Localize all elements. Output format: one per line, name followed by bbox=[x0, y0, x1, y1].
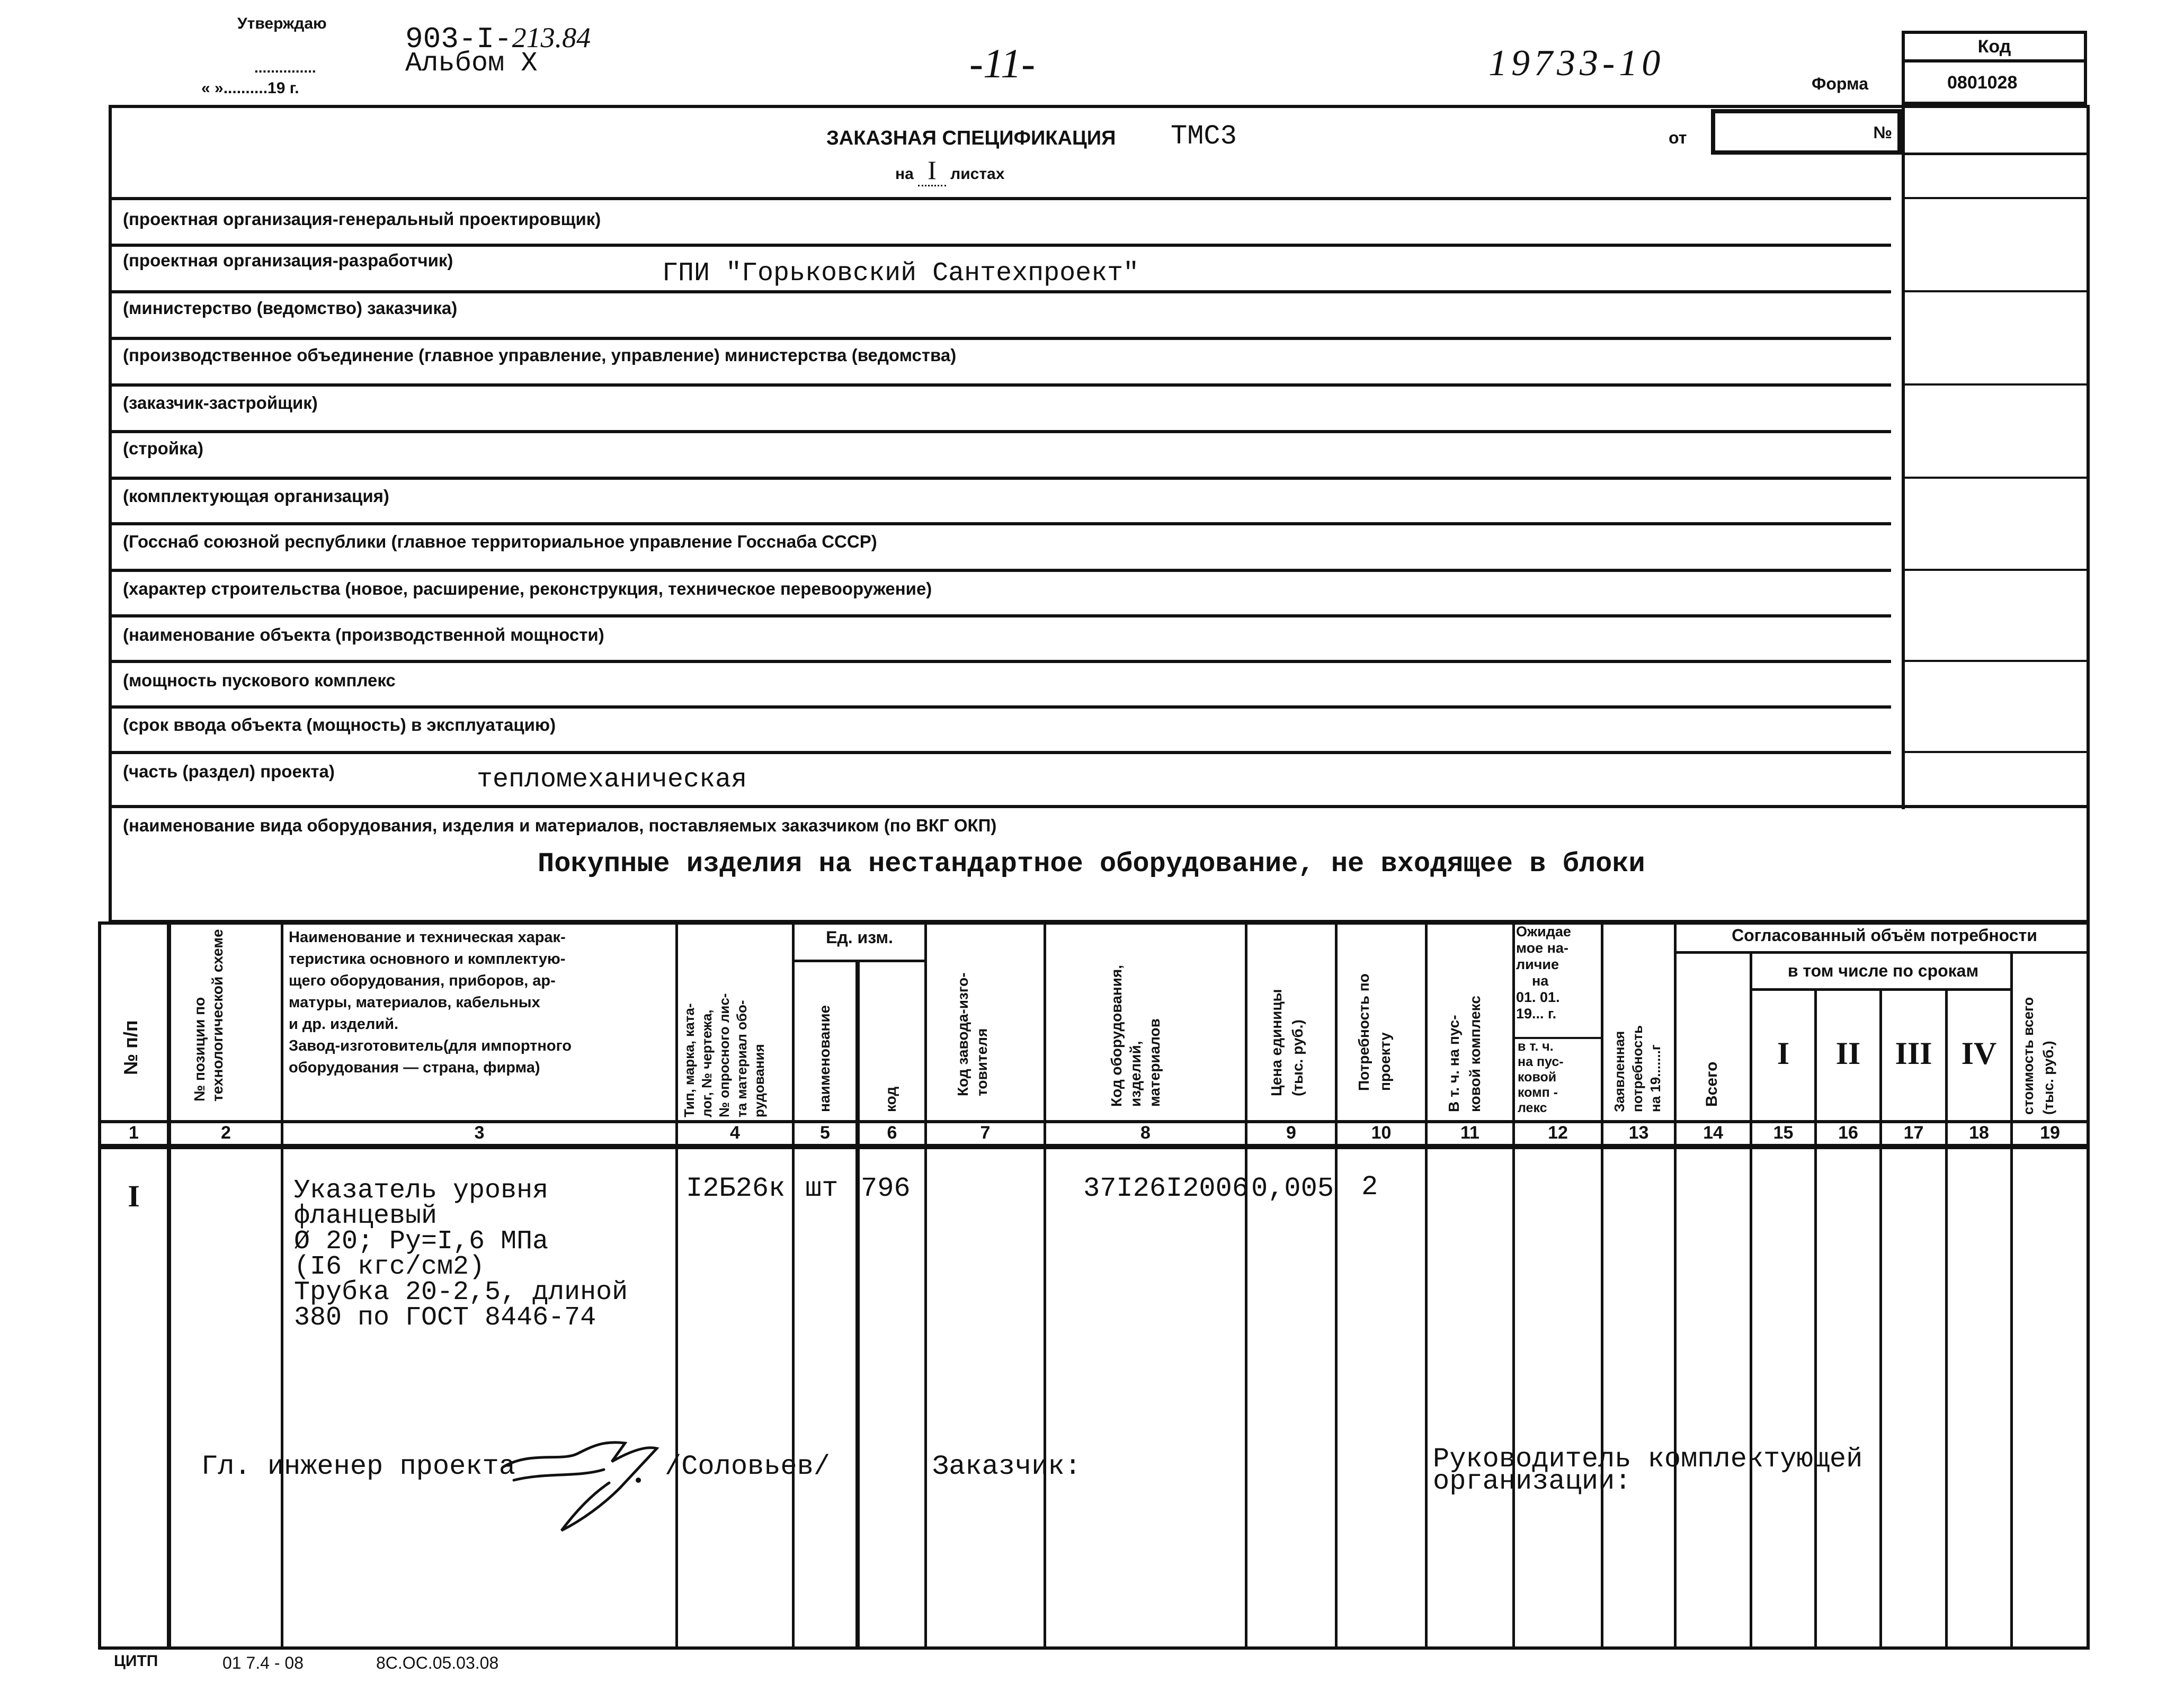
code-row-line bbox=[1902, 153, 2090, 155]
head-label-line2: организации: bbox=[1433, 1466, 1632, 1497]
album-label: Альбом X bbox=[405, 48, 538, 79]
field-label-capacity: (мощность пускового комплекс bbox=[123, 670, 396, 690]
col-number: 2 bbox=[221, 1123, 231, 1143]
field-value-developer: ГПИ "Горьковский Сантехпроект" bbox=[662, 258, 1139, 289]
field-label-construction: (стройка) bbox=[123, 438, 203, 458]
col-number: 16 bbox=[1838, 1123, 1858, 1143]
col-number: 10 bbox=[1371, 1123, 1392, 1143]
field-label-customer-developer: (заказчик-застройщик) bbox=[123, 393, 318, 413]
col-divider bbox=[675, 921, 678, 1650]
header-type-line: лог, № чертежа, bbox=[699, 1009, 715, 1117]
form-label: Форма bbox=[1812, 74, 1869, 93]
sheets-line bbox=[895, 155, 1004, 185]
header-price-line: (тыс. руб.) bbox=[1289, 1019, 1306, 1096]
row-line bbox=[111, 522, 1891, 525]
col-divider bbox=[281, 921, 283, 1650]
col-divider bbox=[1044, 921, 1046, 1650]
sheets-suffix: листах bbox=[950, 165, 1005, 183]
header-expected-line: Ожидае bbox=[1516, 924, 1571, 939]
col-divider bbox=[1879, 990, 1882, 1650]
agreed-header-line bbox=[1674, 951, 2090, 954]
code-cell-line bbox=[1902, 383, 2090, 386]
header-unit-code: код bbox=[882, 1086, 899, 1112]
row-line bbox=[111, 244, 1891, 247]
row-equipment-code: 37I26I2006 bbox=[1083, 1173, 1249, 1204]
col-number: 5 bbox=[820, 1123, 830, 1143]
field-value-project-part: тепломеханическая bbox=[477, 765, 747, 795]
col-divider bbox=[855, 961, 860, 1650]
col-divider bbox=[1945, 990, 1948, 1650]
spec-title: ЗАКАЗНАЯ СПЕЦИФИКАЦИЯ bbox=[826, 127, 1116, 149]
approve-dots: ............... bbox=[254, 59, 316, 76]
header-expected-launch-line: ковой bbox=[1518, 1070, 1557, 1085]
col-divider bbox=[1674, 921, 1677, 1650]
sheets-value: I bbox=[918, 155, 946, 186]
header-type-line: рудования bbox=[751, 1044, 767, 1117]
row-line bbox=[111, 569, 1891, 572]
header-agreed: Согласованный объём потребности bbox=[1732, 926, 2037, 945]
col-number: 3 bbox=[474, 1123, 485, 1143]
page-number-handwritten: -11- bbox=[969, 40, 1036, 86]
project-code-print: 903-I- bbox=[405, 22, 512, 56]
equipment-kind-label: (наименование вида оборудования, изделия и материалов, поставляемых заказчиком (по ВКГ ОКП) bbox=[123, 816, 997, 835]
header-expected-launch-line: комп - bbox=[1518, 1085, 1558, 1100]
row-line bbox=[111, 477, 1891, 480]
chief-engineer-label: Гл. инженер проекта bbox=[201, 1451, 515, 1482]
header-declared-line: Заявленная bbox=[1611, 1031, 1627, 1112]
header-need bbox=[1353, 973, 1396, 1091]
code-cell-line bbox=[1902, 660, 2090, 662]
col-divider bbox=[1601, 921, 1603, 1650]
col-number: 12 bbox=[1548, 1123, 1568, 1143]
row-name bbox=[294, 1178, 628, 1331]
header-name-line: Завод-изготовитель(для импортного bbox=[289, 1037, 572, 1054]
header-expected-launch-line: в т. ч. bbox=[1518, 1039, 1554, 1054]
col-number: 9 bbox=[1286, 1123, 1296, 1143]
col-number: 19 bbox=[2040, 1123, 2060, 1143]
header-launch-line: В т. ч. на пус- bbox=[1446, 1015, 1462, 1112]
col-divider bbox=[1814, 990, 1817, 1650]
approve-date: « »..........19 г. bbox=[201, 79, 299, 97]
number-label: № bbox=[1873, 123, 1892, 142]
chief-engineer-name: /Соловьев/ bbox=[665, 1451, 831, 1482]
col-number: 11 bbox=[1460, 1123, 1479, 1143]
header-equipment-line: материалов bbox=[1146, 1018, 1163, 1107]
field-label-object-name: (наименование объекта (производственной мощности) bbox=[123, 625, 604, 644]
row-line bbox=[111, 660, 1891, 663]
code-label: Код bbox=[1977, 37, 2011, 57]
header-expected-line: 19... г. bbox=[1516, 1006, 1557, 1022]
header-price bbox=[1266, 989, 1308, 1096]
header-by-terms: в том числе по срокам bbox=[1787, 961, 1979, 980]
header-position: № позиции по технологической схеме bbox=[191, 929, 226, 1102]
col-divider bbox=[167, 921, 171, 1650]
col-number: 13 bbox=[1628, 1123, 1649, 1143]
field-label-production-union: (производственное объединение (главное управление, управление) министерства (ведомства) bbox=[123, 345, 957, 365]
spec-code: ТМС3 bbox=[1171, 121, 1237, 152]
signature-scribble-icon bbox=[498, 1430, 683, 1536]
footer-code1: 01 7.4 - 08 bbox=[222, 1653, 304, 1672]
header-launch-complex bbox=[1443, 996, 1486, 1112]
header-type-line: та материал обо- bbox=[734, 1000, 750, 1117]
row-line bbox=[111, 290, 1891, 293]
row-line bbox=[111, 751, 1891, 754]
header-cost-line: стоимость всего bbox=[2020, 997, 2036, 1115]
row-type: I2Б26к bbox=[686, 1173, 786, 1204]
row-line bbox=[111, 705, 1891, 709]
header-cost-line: (тыс. руб.) bbox=[2040, 1041, 2056, 1115]
header-type-line: Тип, марка, ката- bbox=[681, 1003, 697, 1117]
row-line bbox=[111, 430, 1891, 433]
row-name-line: Указатель уровня bbox=[294, 1176, 549, 1206]
unit-header-line bbox=[792, 960, 927, 962]
col-number: 1 bbox=[129, 1123, 139, 1143]
field-label-construction-type: (характер строительства (новое, расширение, реконструкция, техническое перевооружение) bbox=[123, 579, 932, 598]
header-equipment-line: изделий, bbox=[1127, 1041, 1144, 1107]
col-divider bbox=[792, 921, 795, 1650]
row-line bbox=[111, 337, 1891, 340]
header-need-line: Потребность по bbox=[1356, 973, 1372, 1091]
field-label-general-designer: (проектная организация-генеральный проектировщик) bbox=[123, 209, 601, 229]
header-declared bbox=[1610, 1025, 1664, 1112]
header-price-line: Цена единицы bbox=[1268, 989, 1285, 1096]
equipment-kind-value: Покупные изделия на нестандартное оборудование, не входящее в блоки bbox=[538, 848, 1645, 880]
header-cost bbox=[2018, 997, 2058, 1115]
header-term-3: III bbox=[1895, 1036, 1932, 1071]
header-equipment-code bbox=[1107, 965, 1164, 1107]
code-cell-line bbox=[1902, 197, 2090, 199]
header-expected-launch-line: лекс bbox=[1518, 1100, 1547, 1115]
number-box bbox=[1711, 109, 1902, 155]
header-type-line: № опросного лис- bbox=[716, 993, 732, 1117]
header-name-line: Наименование и техническая харак- bbox=[289, 929, 566, 946]
header-equipment-line: Код оборудования, bbox=[1108, 964, 1125, 1107]
header-term-2: II bbox=[1835, 1036, 1861, 1071]
footer-org: ЦИТП bbox=[114, 1652, 158, 1670]
col-number: 4 bbox=[730, 1123, 740, 1143]
col-divider bbox=[1425, 921, 1428, 1650]
code-cell-line bbox=[1902, 290, 2090, 292]
header-factory-line: товителя bbox=[974, 1028, 990, 1096]
header-launch-line: ковой комплекс bbox=[1467, 996, 1483, 1112]
row-unit-name: шт bbox=[805, 1173, 839, 1204]
header-term-1: I bbox=[1777, 1036, 1790, 1071]
col-number: 15 bbox=[1773, 1123, 1794, 1143]
field-label-developer: (проектная организация-разработчик) bbox=[123, 250, 453, 270]
header-num: № п/п bbox=[120, 1020, 141, 1075]
header-declared-line: потребность bbox=[1629, 1025, 1645, 1112]
row-unit-code: 796 bbox=[861, 1173, 911, 1204]
project-code-handwritten: 213.84 bbox=[512, 22, 591, 53]
header-expected-line: 01. 01. bbox=[1516, 989, 1560, 1005]
field-label-commissioning: (срок ввода объекта (мощность) в эксплуатацию) bbox=[123, 715, 556, 735]
field-label-completing-org: (комплектующая организация) bbox=[123, 486, 389, 506]
colnum-bottom-line bbox=[98, 1144, 2090, 1149]
col-divider bbox=[924, 921, 927, 1650]
col-number: 14 bbox=[1703, 1123, 1723, 1143]
terms-header-line bbox=[1750, 988, 2012, 991]
header-name-line: и др. изделий. bbox=[289, 1016, 399, 1033]
col-number: 8 bbox=[1140, 1123, 1151, 1143]
col-divider bbox=[1512, 921, 1515, 1650]
header-name-block bbox=[289, 927, 572, 1079]
col-number: 17 bbox=[1903, 1123, 1924, 1143]
code-cell-line bbox=[1902, 569, 2090, 571]
row-line bbox=[111, 805, 2090, 808]
header-unit-name: наименование bbox=[816, 1005, 833, 1112]
doc-number-handwritten: 19733-10 bbox=[1488, 43, 1665, 84]
form-code-box bbox=[1902, 62, 2087, 105]
header-expected-line: на bbox=[1532, 973, 1549, 989]
approve-label: Утверждаю bbox=[237, 15, 327, 32]
header-expected-line: мое на- bbox=[1516, 940, 1568, 956]
header-name-line: оборудования — страна, фирма) bbox=[289, 1059, 540, 1076]
header-need-line: проекту bbox=[1377, 1032, 1393, 1091]
row-name-line: Трубка 20-2,5, длиной bbox=[294, 1277, 628, 1308]
header-name-line: теристика основного и комплектую- bbox=[289, 951, 566, 968]
field-label-ministry: (министерство (ведомство) заказчика) bbox=[123, 298, 458, 318]
code-cell-line bbox=[1902, 477, 2090, 479]
row-name-line: фланцевый bbox=[294, 1201, 438, 1231]
code-column-divider bbox=[1902, 105, 1905, 809]
header-term-4: IV bbox=[1961, 1036, 1997, 1071]
code-cell-line bbox=[1902, 751, 2090, 753]
col-divider bbox=[2010, 953, 2013, 1650]
code-header-box bbox=[1902, 31, 2087, 62]
col-number: 7 bbox=[980, 1123, 991, 1143]
col-divider bbox=[1335, 921, 1338, 1650]
from-label: от bbox=[1669, 128, 1687, 147]
row-name-line: 380 по ГОСТ 8446-74 bbox=[294, 1303, 596, 1333]
header-expected-line: личие bbox=[1516, 956, 1559, 972]
col-divider bbox=[1245, 921, 1247, 1650]
row-name-line: Ø 20; Ру=I,6 МПа bbox=[294, 1227, 549, 1257]
customer-label: Заказчик: bbox=[932, 1451, 1081, 1482]
table-top-line bbox=[98, 921, 2090, 925]
row-need: 2 bbox=[1361, 1171, 1378, 1203]
header-declared-line: на 19.......г bbox=[1647, 1044, 1663, 1112]
header-type bbox=[681, 993, 768, 1117]
header-factory-line: Код завода-изго- bbox=[955, 972, 971, 1096]
header-name-line: матуры, материалов, кабельных bbox=[289, 994, 540, 1011]
head-completing-org bbox=[1433, 1444, 1863, 1497]
row-line bbox=[111, 383, 1891, 387]
field-label-project-part: (часть (раздел) проекта) bbox=[123, 762, 335, 781]
header-expected-launch bbox=[1518, 1039, 1602, 1116]
header-unit: Ед. изм. bbox=[826, 928, 893, 947]
col-number: 6 bbox=[887, 1123, 897, 1143]
row-price: 0,005 bbox=[1251, 1173, 1334, 1204]
header-expected-launch-line: на пус- bbox=[1518, 1054, 1564, 1069]
row-line bbox=[111, 614, 1891, 617]
header-factory-code bbox=[953, 972, 992, 1096]
sheets-prefix: на bbox=[895, 165, 914, 183]
header-total: Всего bbox=[1703, 1061, 1721, 1107]
header-expected bbox=[1516, 924, 1601, 1022]
field-label-gossnab: (Госснаб союзной республики (главное территориальное управление Госснаба СССР) bbox=[123, 532, 877, 551]
row-line bbox=[111, 197, 1891, 200]
footer-code2: 8С.ОС.05.03.08 bbox=[376, 1653, 499, 1672]
row-number: I bbox=[128, 1179, 140, 1213]
head-label-line1: Руководитель комплектующей bbox=[1433, 1444, 1863, 1475]
header-name-line: щего оборудования, приборов, ар- bbox=[289, 972, 556, 989]
form-code: 0801028 bbox=[1947, 73, 2018, 93]
col-number: 18 bbox=[1969, 1123, 1989, 1143]
row-name-line: (I6 кгс/см2) bbox=[294, 1252, 485, 1282]
